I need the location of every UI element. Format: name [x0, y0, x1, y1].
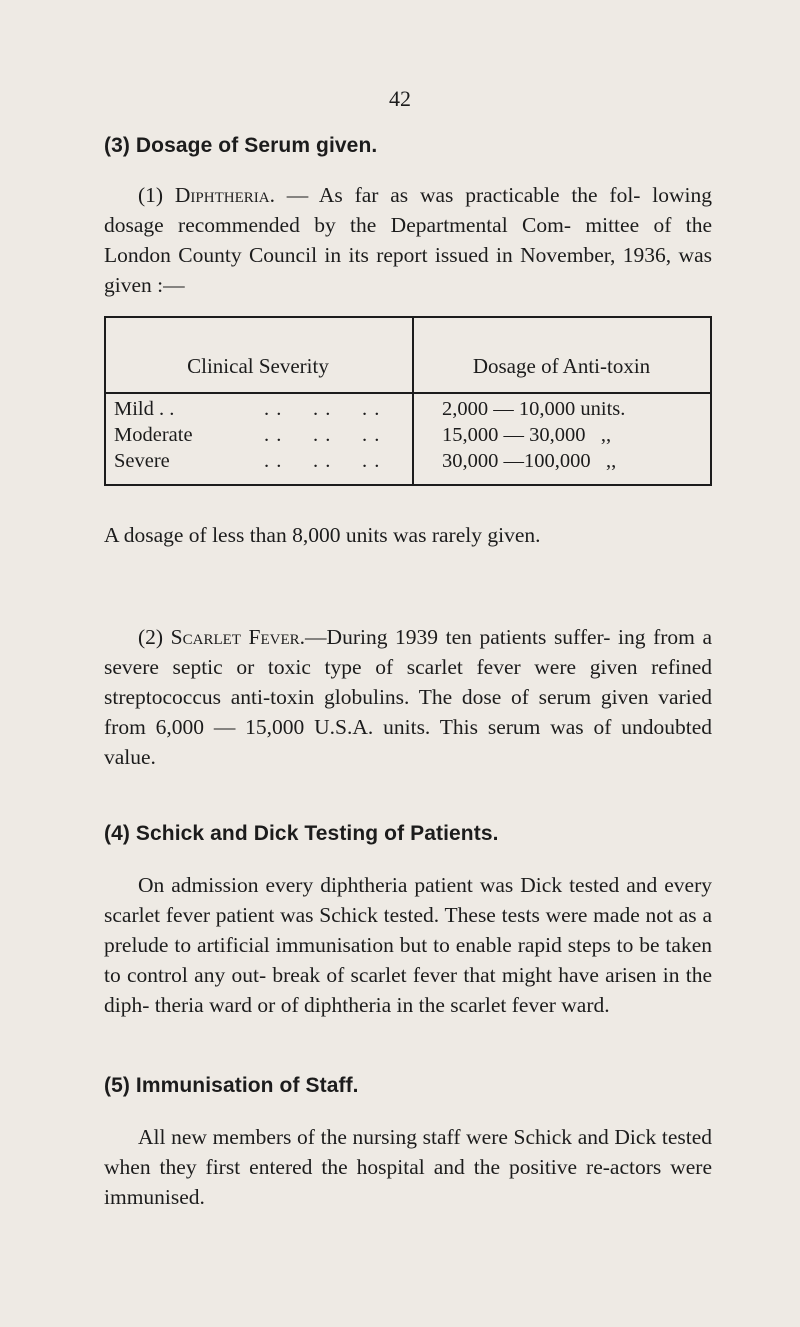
header-clinical-severity: Clinical Severity — [187, 354, 329, 378]
table-left-rule — [104, 316, 106, 486]
table-header-rule — [104, 392, 712, 394]
diphtheria-number: (1) — [138, 183, 164, 207]
header-dosage-antitoxin: Dosage of Anti-toxin — [472, 354, 651, 378]
page-number: 42 — [389, 86, 411, 111]
severity-moderate: Moderate — [114, 424, 193, 446]
table-right-rule — [710, 316, 712, 486]
diphtheria-label: Diphtheria. — [174, 183, 275, 207]
leader-dots: . . . . . . — [264, 424, 381, 446]
table-row — [114, 398, 404, 421]
section-5-heading: (5) Immunisation of Staff. — [104, 1074, 359, 1097]
table-row — [114, 424, 404, 447]
dosage-note: A dosage of less than 8,000 units was rarely given. — [104, 523, 541, 547]
section-4-text: On admission every diphtheria patient was Dick tested and every scarlet fever patient was Schick tested. These tests were made not as a prelude to artificial immunisation but to enable rapid steps to be taken to control any out- break of scarlet fever that might have arisen in the diph- theria ward or of diphtheria in the scarlet fever ward. — [104, 873, 712, 1017]
table-column-divider — [412, 316, 414, 486]
section-4-heading: (4) Schick and Dick Testing of Patients. — [104, 822, 499, 845]
dose-mild: 2,000 — 10,000 units. — [442, 398, 626, 420]
dose-severe: 30,000 —100,000 ,, — [442, 450, 617, 472]
scarlet-label: Scarlet Fever. — [170, 625, 306, 649]
scarlet-text: —During 1939 ten patients suffer- ing from a severe septic or toxic type of scarlet fever were given refined streptococcus anti-toxin globulins. The dose of serum given varied from 6,000 — 15,000 U.S.A. units. This serum was of undoubted value. — [104, 625, 712, 769]
table-row — [114, 450, 404, 473]
leader-dots: . . . . . . — [264, 450, 381, 472]
scarlet-number: (2) — [138, 625, 164, 649]
severity-severe: Severe — [114, 450, 170, 472]
section-5-text: All new members of the nursing staff were Schick and Dick tested when they first entered the hospital and the positive re-actors were immunised. — [104, 1125, 712, 1209]
section-3-heading: (3) Dosage of Serum given. — [104, 134, 378, 157]
diphtheria-paragraph — [104, 180, 712, 300]
table-bottom-rule — [104, 484, 712, 486]
scarlet-fever-paragraph — [104, 622, 712, 772]
diphtheria-text: — As far as was practicable the fol- lowing dosage recommended by the Departmental Com- mittee of the London County Council in its report issued in November, 1936, was given :— — [104, 183, 712, 297]
table-top-rule — [104, 316, 712, 318]
dose-moderate: 15,000 — 30,000 ,, — [442, 424, 612, 446]
dosage-table — [104, 316, 712, 486]
section-4-paragraph — [104, 870, 712, 1020]
section-5-paragraph — [104, 1122, 712, 1212]
leader-dots: . . . . . . — [264, 398, 381, 420]
severity-mild: Mild . . — [114, 398, 175, 420]
